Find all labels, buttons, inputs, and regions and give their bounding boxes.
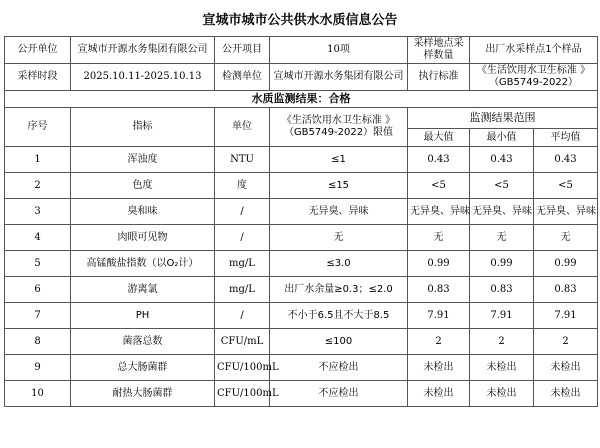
header-avg: 平均值 (534, 129, 598, 147)
cell-max: 未检出 (408, 355, 470, 381)
info-row-1 (5, 37, 598, 64)
cell-min: 7.91 (470, 303, 534, 329)
cell-limit: ≤100 (270, 329, 408, 355)
standard-value: 《生活饮用水卫生标准 》（GB5749-2022） (470, 64, 598, 91)
cell-unit: / (215, 303, 270, 329)
cell-no: 10 (5, 381, 71, 407)
period-label: 采样时段 (5, 64, 71, 91)
header-no: 序号 (5, 108, 71, 147)
cell-no: 2 (5, 173, 71, 199)
cell-no: 7 (5, 303, 71, 329)
cell-avg: 未检出 (534, 381, 598, 407)
notice-table (4, 36, 598, 407)
standard-label: 执行标准 (408, 64, 470, 91)
table-row (5, 355, 598, 381)
cell-indicator: 肉眼可见物 (71, 225, 215, 251)
result-line: 水质监测结果：合格 (5, 91, 598, 108)
cell-unit: 度 (215, 173, 270, 199)
cell-indicator: 耐热大肠菌群 (71, 381, 215, 407)
header-limit: 《生活饮用水卫生标准 》（GB5749-2022）限值 (270, 108, 408, 147)
cell-max: 无异臭、异味 (408, 199, 470, 225)
cell-min: 无异臭、异味 (470, 199, 534, 225)
cell-indicator: PH (71, 303, 215, 329)
publisher-value: 宣城市开源水务集团有限公司 (71, 37, 215, 64)
cell-indicator: 臭和味 (71, 199, 215, 225)
cell-max: 2 (408, 329, 470, 355)
cell-unit: NTU (215, 147, 270, 173)
cell-no: 4 (5, 225, 71, 251)
cell-max: 0.99 (408, 251, 470, 277)
header-row (5, 108, 598, 129)
publisher-label: 公开单位 (5, 37, 71, 64)
cell-min: <5 (470, 173, 534, 199)
cell-no: 8 (5, 329, 71, 355)
cell-indicator: 总大肠菌群 (71, 355, 215, 381)
info-row-2 (5, 64, 598, 91)
cell-no: 1 (5, 147, 71, 173)
cell-indicator: 菌落总数 (71, 329, 215, 355)
period-value: 2025.10.11-2025.10.13 (71, 64, 215, 91)
cell-limit: 不应检出 (270, 355, 408, 381)
header-min: 最小值 (470, 129, 534, 147)
result-row (5, 91, 598, 108)
header-range: 监测结果范围 (408, 108, 598, 129)
cell-unit: CFU/mL (215, 329, 270, 355)
cell-indicator: 高锰酸盐指数（以O₂计） (71, 251, 215, 277)
cell-avg: 2 (534, 329, 598, 355)
cell-avg: 无异臭、异味 (534, 199, 598, 225)
tester-value: 宣城市开源水务集团有限公司 (270, 64, 408, 91)
cell-limit: 不应检出 (270, 381, 408, 407)
cell-indicator: 浑浊度 (71, 147, 215, 173)
table-row (5, 199, 598, 225)
header-max: 最大值 (408, 129, 470, 147)
cell-min: 0.43 (470, 147, 534, 173)
cell-no: 3 (5, 199, 71, 225)
cell-max: 0.83 (408, 277, 470, 303)
cell-limit: 出厂水余量≥0.3；≤2.0 (270, 277, 408, 303)
table-row (5, 251, 598, 277)
cell-unit: mg/L (215, 277, 270, 303)
cell-indicator: 色度 (71, 173, 215, 199)
header-unit: 单位 (215, 108, 270, 147)
cell-limit: 不小于6.5且不大于8.5 (270, 303, 408, 329)
cell-min: 0.99 (470, 251, 534, 277)
item-count: 10项 (270, 37, 408, 64)
table-row (5, 225, 598, 251)
cell-avg: 未检出 (534, 355, 598, 381)
cell-min: 未检出 (470, 381, 534, 407)
cell-max: 0.43 (408, 147, 470, 173)
cell-limit: ≤1 (270, 147, 408, 173)
table-row (5, 173, 598, 199)
cell-no: 6 (5, 277, 71, 303)
site-value: 出厂水采样点1个样品 (470, 37, 598, 64)
cell-avg: 7.91 (534, 303, 598, 329)
cell-max: 无 (408, 225, 470, 251)
cell-min: 未检出 (470, 355, 534, 381)
cell-no: 9 (5, 355, 71, 381)
cell-max: 未检出 (408, 381, 470, 407)
cell-limit: 无 (270, 225, 408, 251)
cell-max: <5 (408, 173, 470, 199)
cell-no: 5 (5, 251, 71, 277)
data-body (5, 147, 598, 407)
cell-unit: CFU/100mL (215, 381, 270, 407)
table-row (5, 381, 598, 407)
cell-avg: <5 (534, 173, 598, 199)
cell-avg: 0.83 (534, 277, 598, 303)
cell-limit: 无异臭、异味 (270, 199, 408, 225)
cell-avg: 0.43 (534, 147, 598, 173)
cell-unit: / (215, 225, 270, 251)
cell-avg: 0.99 (534, 251, 598, 277)
cell-limit: ≤15 (270, 173, 408, 199)
cell-unit: mg/L (215, 251, 270, 277)
cell-avg: 无 (534, 225, 598, 251)
header-indicator: 指标 (71, 108, 215, 147)
cell-indicator: 游离氯 (71, 277, 215, 303)
table-row (5, 329, 598, 355)
cell-unit: CFU/100mL (215, 355, 270, 381)
cell-limit: ≤3.0 (270, 251, 408, 277)
cell-min: 0.83 (470, 277, 534, 303)
item-label: 公开项目 (215, 37, 270, 64)
tester-label: 检测单位 (215, 64, 270, 91)
cell-unit: / (215, 199, 270, 225)
cell-min: 无 (470, 225, 534, 251)
cell-min: 2 (470, 329, 534, 355)
cell-max: 7.91 (408, 303, 470, 329)
table-row (5, 147, 598, 173)
site-label: 采样地点采样数量 (408, 37, 470, 64)
notice-title: 宣城市城市公共供水水质信息公告 (202, 12, 398, 28)
table-row (5, 277, 598, 303)
table-row (5, 303, 598, 329)
